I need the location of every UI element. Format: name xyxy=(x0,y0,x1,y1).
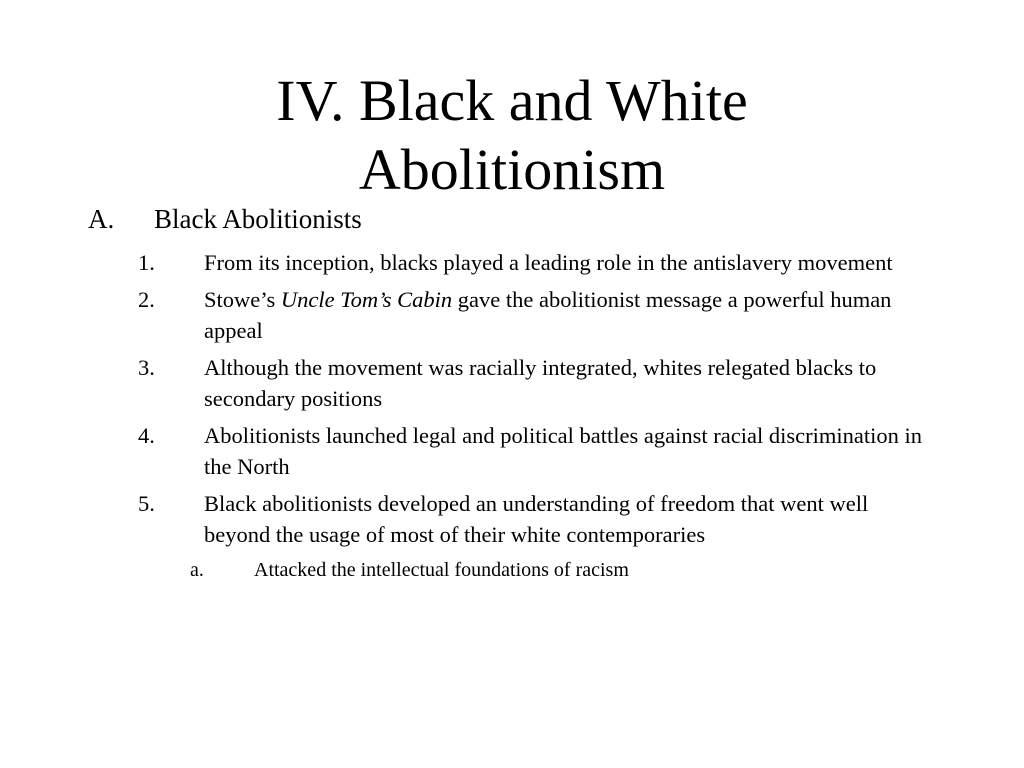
list-item-marker: 5. xyxy=(138,491,155,516)
list-item-3 xyxy=(138,352,938,414)
list-item-1 xyxy=(138,247,938,278)
list-item-2 xyxy=(138,284,938,346)
list-item-text: From its inception, blacks played a leading role in the antislavery movement xyxy=(204,250,893,275)
list-item-marker: 1. xyxy=(138,250,155,275)
sub-list-item-text: Attacked the intellectual foundations of racism xyxy=(254,559,629,581)
slide-title-line-1: IV. Black and White xyxy=(276,68,748,133)
list-item-text: Stowe’s Uncle Tom’s Cabin gave the abolitionist message a powerful human appeal xyxy=(204,287,892,343)
list-item-text: Although the movement was racially integrated, whites relegated blacks to secondary positions xyxy=(204,355,877,411)
list-item-marker: 4. xyxy=(138,423,155,448)
section-heading-text: Black Abolitionists xyxy=(154,204,362,234)
slide-title-line-2: Abolitionism xyxy=(358,137,666,202)
section-marker: A. xyxy=(88,204,115,234)
numbered-list xyxy=(138,247,938,585)
list-item-5 xyxy=(138,488,938,550)
list-item-4 xyxy=(138,420,938,482)
slide-title xyxy=(112,66,912,204)
list-item-marker: 2. xyxy=(138,287,155,312)
book-title: Uncle Tom’s Cabin xyxy=(280,287,453,312)
sub-list-item-a xyxy=(190,556,938,585)
sub-list-item-marker: a. xyxy=(190,559,204,581)
list-item-text: Black abolitionists developed an understanding of freedom that went well beyond the usage of most of their white contemporaries xyxy=(204,491,869,547)
list-item-marker: 3. xyxy=(138,355,155,380)
list-item-text: Abolitionists launched legal and political battles against racial discrimination in the North xyxy=(204,423,922,479)
